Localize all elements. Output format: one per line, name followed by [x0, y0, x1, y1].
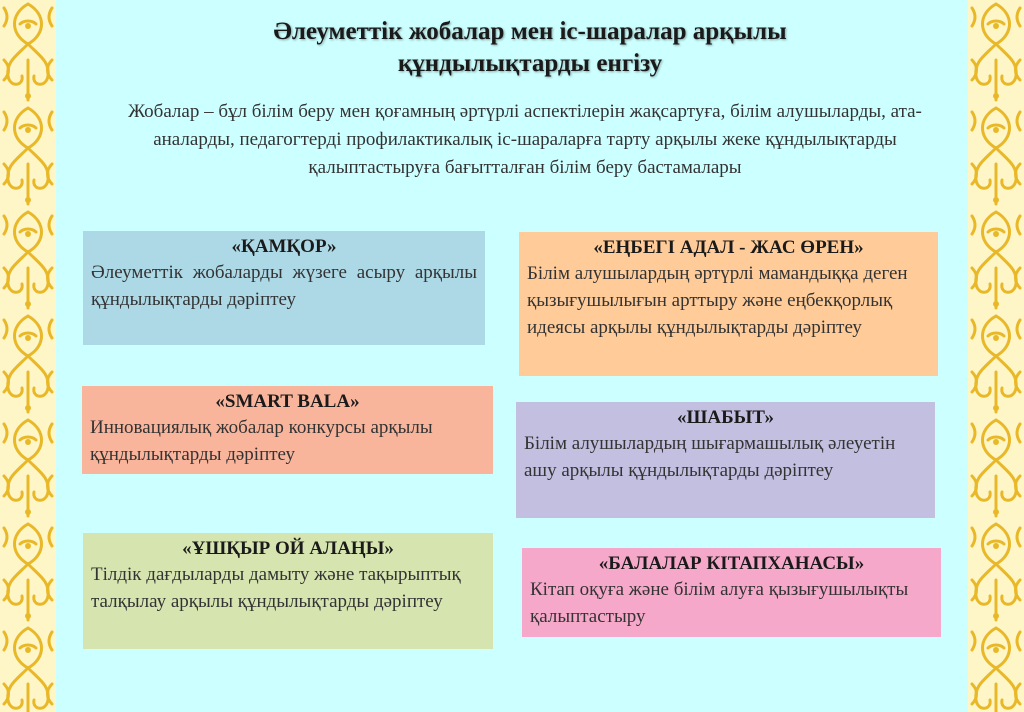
page-title-line-2: құндылықтарды енгізу	[397, 50, 663, 77]
project-card-title: «БАЛАЛАР КІТАПХАНАСЫ»	[598, 553, 865, 574]
ornament-pattern-right	[968, 0, 1024, 712]
page-title-line-1: Әлеуметтік жобалар мен іс-шаралар арқылы	[273, 18, 787, 45]
project-card-smart-bala	[82, 386, 493, 474]
project-card-text: Білім алушылардың шығармашылық әлеуетін ашу арқылы құндылықтарды дәріптеу	[524, 433, 896, 481]
page-title	[170, 16, 890, 80]
intro-paragraph: Жобалар – бұл білім беру мен қоғамның әртүрлі аспектілерін жақсартуға, білім алушыларды, ата-аналарды, педагогтерді профилактикалық іс-шараларға тарту арқылы жеке құндылықтарды қалыптастыруға бағытталған білім беру бастамалары	[128, 101, 922, 178]
project-card-ushqyr-oi	[83, 533, 493, 649]
project-card-balalar-kitaphanasy	[522, 548, 941, 637]
project-card-text: Тілдік дағдыларды дамыту және тақырыптық талқылау арқылы құндылықтарды дәріптеу	[91, 564, 461, 612]
project-card-qamqor	[83, 231, 485, 345]
project-card-title: «ҚАМҚОР»	[231, 236, 337, 257]
ornament-border-right	[968, 0, 1024, 712]
project-card-title: «ҰШҚЫР ОЙ АЛАҢЫ»	[182, 538, 394, 559]
project-card-title: «ЕҢБЕГІ АДАЛ - ЖАС ӨРЕН»	[593, 237, 864, 258]
ornament-pattern-left	[0, 0, 56, 712]
project-card-text: Әлеуметтік жобаларды жүзеге асыру арқылы құндылықтарды дәріптеу	[91, 262, 477, 310]
project-card-text: Кітап оқуға және білім алуға қызығушылықты қалыптастыру	[530, 579, 909, 627]
project-card-text: Білім алушылардың әртүрлі мамандыққа деген қызығушылығын арттыру және еңбекқорлық идеясы арқылы құндылықтарды дәріптеу	[527, 263, 908, 338]
project-card-enbegi-adal	[519, 232, 938, 376]
ornament-border-left	[0, 0, 56, 712]
project-card-title: «SMART BALA»	[215, 391, 360, 412]
project-card-text: Инновациялық жобалар конкурсы арқылы құндылықтарды дәріптеу	[90, 417, 433, 465]
project-card-shabyt	[516, 402, 935, 518]
project-card-title: «ШАБЫТ»	[677, 407, 774, 428]
